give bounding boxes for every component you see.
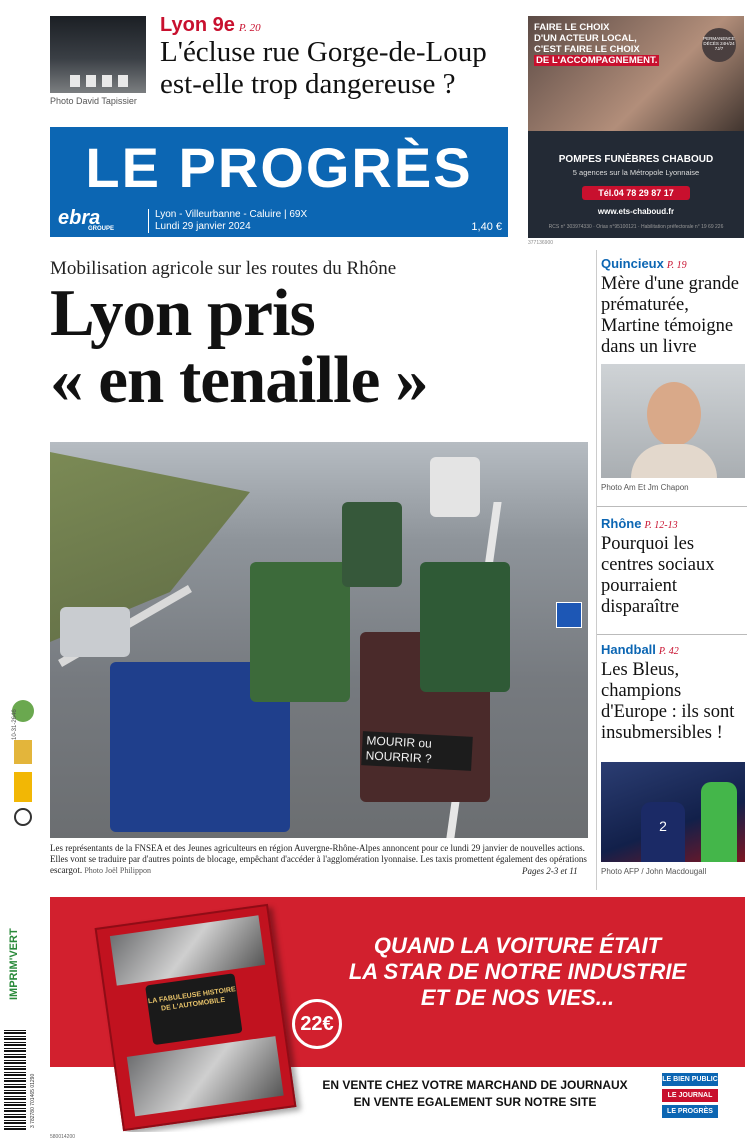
green-tractor — [420, 562, 510, 692]
ad-company-sub: 5 agences sur la Métropole Lyonnaise — [572, 168, 700, 177]
teaser-headline[interactable]: L'écluse rue Gorge-de-Loup est-elle trop dangereuse ? — [160, 36, 487, 100]
sidebar-portrait-photo — [601, 364, 745, 478]
teaser-kicker-label: Lyon 9e — [160, 14, 235, 36]
sidebar-handball-photo — [601, 762, 745, 862]
book-title-seal: LA FABULEUSE HISTOIRE DE L'AUTOMOBILE — [145, 973, 242, 1045]
sidebar-page: P. 19 — [666, 260, 687, 271]
sidebar-item-rhone-kicker[interactable] — [601, 516, 678, 531]
edition-date: Lundi 29 janvier 2024 — [155, 221, 251, 232]
main-page-ref[interactable]: Pages 2-3 et 11 — [522, 866, 578, 876]
triman-icon — [14, 808, 32, 826]
ad-slogan-highlight: DE L'ACCOMPAGNEMENT. — [536, 55, 658, 66]
teaser-photo-credit: Photo David Tapissier — [50, 96, 137, 106]
ad-headline-line: LA STAR DE NOTRE INDUSTRIE — [348, 959, 687, 984]
ad-legal: RCS n° 303974330 · Orias n°95100121 · Habilitation préfectorale n° 19 69 226 — [548, 224, 724, 230]
sidebar-photo-credit: Photo AFP / John Macdougall — [601, 867, 707, 876]
ad-price-badge: 22€ — [292, 999, 342, 1049]
green-tractor — [250, 562, 350, 702]
sidebar — [596, 250, 746, 890]
ad-headline — [300, 933, 735, 1011]
sidebar-item-handball-title[interactable]: Les Bleus, champions d'Europe : ils sont insubmersibles ! — [601, 660, 735, 743]
margin-code: 10-31-2646 — [12, 709, 18, 740]
ad-headline-line: QUAND LA VOITURE ÉTAIT — [373, 933, 662, 958]
ad-sale-line: EN VENTE EGALEMENT SUR NOTRE SITE — [353, 1095, 597, 1109]
tractor-convoy-photo — [50, 442, 588, 838]
book-cover-photo — [127, 1036, 284, 1116]
road-sign — [556, 602, 582, 628]
goalkeeper-figure — [701, 782, 737, 862]
sidebar-page: P. 42 — [658, 646, 679, 657]
portrait-body — [631, 444, 717, 478]
main-caption-text: Les représentants de la FNSEA et des Jeunes agriculteurs en région Auvergne-Rhône-Alpes annoncent pour ce lundi 29 janvier de nouvelles actions. Elles vont se traduire par d'autres points de blocage, empêchant d'accéder à l'agglomération lyonnaise. Les taxis promettent également des opérations escargot. — [50, 843, 587, 875]
protest-sign: MOURIR ou NOURRIR ? — [361, 731, 473, 771]
sidebar-item-quincieux-title[interactable]: Mère d'une grande prématurée, Martine témoigne dans un livre — [601, 274, 739, 357]
newspaper-logo[interactable]: LE PROGRÈS — [85, 136, 473, 199]
main-kicker: Mobilisation agricole sur les routes du Rhône — [50, 258, 397, 279]
ad-website[interactable]: www.ets-chaboud.fr — [597, 207, 675, 216]
ad-slogan — [534, 22, 659, 66]
masthead — [50, 127, 508, 237]
ad-code: 580014200 — [50, 1134, 76, 1140]
sidebar-kicker-label: Rhône — [601, 516, 642, 531]
main-headline[interactable] — [50, 276, 590, 417]
ad-phone[interactable]: Tél.04 78 29 87 17 — [582, 186, 690, 200]
group-logo — [58, 207, 114, 232]
green-tractor — [342, 502, 402, 587]
white-truck — [430, 457, 480, 517]
ad-sale-info — [310, 1077, 640, 1111]
main-caption — [50, 843, 590, 876]
portrait-face — [647, 382, 701, 446]
car — [60, 607, 130, 657]
brand-le-progres: LE PROGRÈS — [662, 1105, 718, 1118]
book-cover — [95, 904, 297, 1131]
press-label-icon — [14, 772, 32, 802]
group-logo-text: ebra — [58, 207, 101, 229]
imprim-vert-label: IMPRIM'VERT — [8, 928, 20, 1000]
barcode-number: 3 782780 701465 01290 — [30, 1073, 36, 1128]
ad-permanence-badge: PERMANENCE DÉCÈS 24H/24 7J/7 — [702, 28, 736, 62]
group-logo-sub: GROUPE — [88, 226, 115, 232]
barcode — [4, 1030, 26, 1130]
sidebar-item-quincieux-kicker[interactable] — [601, 256, 687, 271]
teaser-page: P. 20 — [238, 22, 261, 34]
sidebar-kicker-label: Quincieux — [601, 256, 664, 271]
sidebar-divider — [597, 506, 747, 507]
book-ad[interactable] — [50, 897, 745, 1132]
teaser-kicker[interactable] — [160, 14, 261, 37]
edition-areas: Lyon - Villeurbanne - Caluire | 69X — [155, 209, 308, 220]
ad-code: 377136900 — [528, 240, 554, 246]
sidebar-kicker-label: Handball — [601, 642, 656, 657]
label-icon — [14, 740, 32, 764]
book-cover-photo — [110, 915, 265, 985]
ad-slogan-line: C'EST FAIRE LE CHOIX — [534, 44, 640, 55]
main-headline-line: « en tenaille » — [50, 343, 428, 417]
cover-price: 1,40 € — [471, 221, 502, 233]
ad-slogan-line: FAIRE LE CHOIX — [534, 22, 610, 33]
sidebar-divider — [597, 634, 747, 635]
player-figure: 2 — [641, 802, 685, 862]
ad-company-name: POMPES FUNÈBRES CHABOUD — [558, 154, 714, 165]
sidebar-item-rhone-title[interactable]: Pourquoi les centres sociaux pourraient disparaître — [601, 534, 715, 617]
brand-le-journal: LE JOURNAL — [662, 1089, 718, 1102]
ad-headline-line: ET DE NOS VIES... — [420, 985, 615, 1010]
brand-bien-public: LE BIEN PUBLIC — [662, 1073, 718, 1086]
ad-slogan-line: D'UN ACTEUR LOCAL, — [534, 33, 637, 44]
sidebar-item-handball-kicker[interactable] — [601, 642, 679, 657]
sidebar-page: P. 12-13 — [644, 520, 678, 531]
teaser-photo — [50, 16, 146, 93]
main-photo-credit: Photo Joël Philippon — [84, 866, 152, 875]
sidebar-photo-credit: Photo Am Et Jm Chapon — [601, 483, 689, 492]
main-headline-line: Lyon pris — [50, 276, 315, 350]
edition-info — [148, 209, 307, 233]
ad-sale-line: EN VENTE CHEZ VOTRE MARCHAND DE JOURNAUX — [322, 1078, 628, 1092]
funeral-ad[interactable] — [528, 16, 744, 238]
